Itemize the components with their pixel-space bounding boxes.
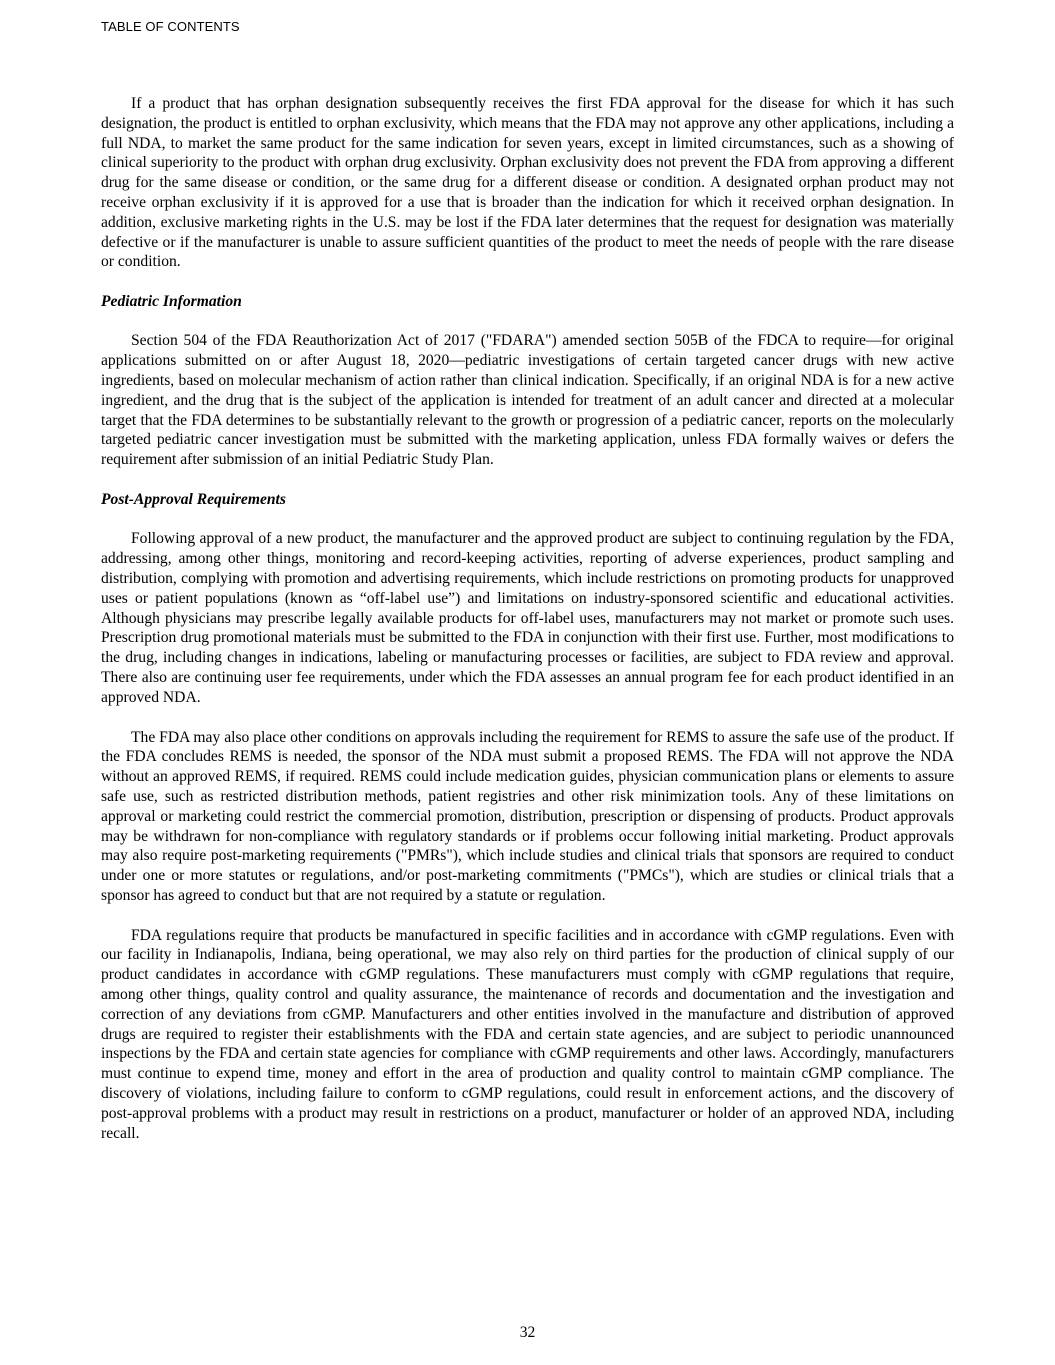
post-approval-paragraph-2: The FDA may also place other conditions on approvals including the requirement for REMS to assure the safe use of the product. If the FDA concludes REMS is needed, the sponsor of the NDA must submit a proposed REMS. The FDA will not approve the NDA without an approved REMS, if required. REMS could include medication guides, physician communication plans or elements to assure safe use, such as restricted distribution methods, patient registries and other risk minimization tools. Any of these limitations on approval or marketing could restrict the commercial promotion, distribution, prescription or dispensing of products. Product approvals may be withdrawn for non-compliance with regulatory standards or if problems occur following initial marketing. Product approvals may also require post-marketing requirements ("PMRs"), which include studies and clinical trials that sponsors are required to conduct under one or more statutes or regulations, and/or post-marketing commitments ("PMCs"), which are studies or clinical trials that a sponsor has agreed to conduct but that are not required by a statute or regulation. [101,728,954,904]
document-body [101,94,954,1143]
orphan-exclusivity-paragraph: If a product that has orphan designation subsequently receives the first FDA approval for the disease for which it has such designation, the product is entitled to orphan exclusivity, which means that the FDA may not approve any other applications, including a full NDA, to market the same product for the same indication for seven years, except in limited circumstances, such as a showing of clinical superiority to the product with orphan drug exclusivity. Orphan exclusivity does not prevent the FDA from approving a different drug for the same disease or condition, or the same drug for a different disease or condition. A designated orphan product may not receive orphan exclusivity if it is approved for a use that is broader than the indication for which it received orphan designation. In addition, exclusive marketing rights in the U.S. may be lost if the FDA later determines that the request for designation was materially defective or if the manufacturer is unable to assure sufficient quantities of the product to meet the needs of people with the rare disease or condition. [101,95,954,271]
post-approval-paragraph-3: FDA regulations require that products be manufactured in specific facilities and in accordance with cGMP regulations. Even with our facility in Indianapolis, Indiana, being operational, we may also rely on third parties for the production of clinical supply of our product candidates in accordance with cGMP regulations. These manufacturers must comply with cGMP regulations that require, among other things, quality control and quality assurance, the maintenance of records and documentation and the investigation and correction of any deviations from cGMP. Manufacturers and other entities involved in the manufacture and distribution of approved drugs are required to register their establishments with the FDA and certain state agencies, and are subject to periodic unannounced inspections by the FDA and certain state agencies for compliance with cGMP requirements and other laws. Accordingly, manufacturers must continue to expend time, money and effort in the area of production and quality control to maintain cGMP compliance. The discovery of violations, including failure to conform to cGMP regulations, could result in enforcement actions, and the discovery of post-approval problems with a product may result in restrictions on a product, manufacturer or holder of an approved NDA, including recall. [101,926,954,1142]
table-of-contents-link[interactable]: TABLE OF CONTENTS [101,19,240,34]
post-approval-paragraph-1: Following approval of a new product, the manufacturer and the approved product are subject to continuing regulation by the FDA, addressing, among other things, monitoring and record-keeping activities, reporting of adverse experiences, product sampling and distribution, complying with promotion and advertising requirements, which include restrictions on promoting products for unapproved uses or patient populations (known as “off-label use”) and limitations on industry-sponsored scientific and educational activities. Although physicians may prescribe legally available products for off-label uses, manufacturers may not market or promote such uses. Prescription drug promotional materials must be submitted to the FDA in conjunction with their first use. Further, most modifications to the drug, including changes in indications, labeling or manufacturing processes or facilities, are subject to FDA review and approval. There also are continuing user fee requirements, under which the FDA assesses an annual program fee for each product identified in an approved NDA. [101,530,954,706]
pediatric-information-paragraph: Section 504 of the FDA Reauthorization Act of 2017 ("FDARA") amended section 505B of the FDCA to require—for original applications submitted on or after August 18, 2020—pediatric investigations of certain targeted cancer drugs with new active ingredients, based on molecular mechanism of action rather than clinical indication. Specifically, if an original NDA is for a new active ingredient, and the drug that is the subject of the application is intended for treatment of an adult cancer and directed at a molecular target that the FDA determines to be substantially relevant to the growth or progression of a pediatric cancer, reports on the molecularly targeted pediatric cancer investigation must be submitted with the marketing application, unless FDA formally waives or defers the requirement after submission of an initial Pediatric Study Plan. [101,332,954,469]
post-approval-requirements-heading: Post-Approval Requirements [101,491,286,509]
page-number: 32 [519,1324,536,1341]
pediatric-information-heading: Pediatric Information [101,293,242,311]
